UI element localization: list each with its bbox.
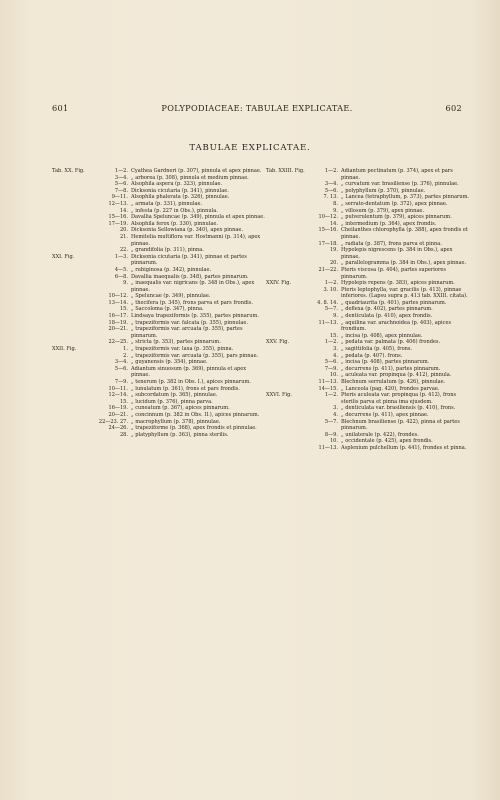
figure-numbers: 13—14. — [108, 299, 128, 306]
plate-entry — [266, 227, 471, 240]
figure-description: „ Lancea (tetraphyllum, p. 373), partes pinnarum. — [341, 194, 470, 201]
figure-description: „ radiata (p. 387), frons parva et pinna. — [341, 240, 442, 247]
left-column — [52, 168, 266, 438]
figure-description: Alsophila ferox (p. 330), pinnulae. — [131, 220, 218, 227]
figure-numbers: 1—2. — [324, 280, 338, 287]
plate-label — [266, 346, 310, 353]
figure-numbers: 7—8. — [114, 187, 128, 194]
plate-entry — [52, 168, 266, 175]
figure-numbers: 3. 10. — [323, 286, 338, 293]
figure-numbers: 11—13. — [318, 444, 338, 451]
figure-description: „ pulverulentum (p. 379), apices pinnarum. — [341, 214, 452, 221]
figure-numbers: 5—6. — [324, 187, 338, 194]
plate-label — [52, 280, 96, 293]
figure-numbers: 5—6. — [324, 359, 338, 366]
plate-label — [52, 313, 96, 320]
figure-numbers: 8. — [333, 200, 338, 207]
plate-label — [266, 313, 310, 320]
plate-label: XXII. Fig. — [52, 346, 77, 353]
figure-numbers: 3—4. — [324, 181, 338, 188]
plate-entry — [52, 267, 266, 274]
figure-description: Pteris aculeata var. propinqua (p. 412), frons sterilis parva et pinna ima ejusdem. — [341, 392, 457, 405]
plate-label: XXV. Fig. — [266, 339, 290, 346]
plate-label — [52, 405, 96, 412]
figure-description: „ lunulatum (p. 361), frons et pars frondis. — [131, 385, 240, 392]
figure-description: „ unilaterale (p. 422), frondes. — [341, 431, 419, 438]
figure-description: Alsophila phalerata (p. 326), pinnulae. — [131, 194, 230, 201]
figure-description: Hemitelia multiflora var. Hostmanni (p. 314), apex pinnae. — [131, 233, 261, 247]
figure-description: „ cuneatum (p. 367), apices pinnarum. — [131, 405, 230, 412]
figure-numbers: 10—12. — [108, 293, 128, 300]
figure-numbers: 7—9. — [114, 379, 128, 385]
plate-label — [52, 221, 96, 228]
figure-description: „ decurrens (p. 411), apex pinnae. — [341, 411, 429, 418]
figure-description: Dicksonia Sellowiana (p. 340), apex pinnae. — [131, 227, 244, 234]
figure-description: „ occidentale (p. 425), apex frondis. — [341, 438, 433, 445]
plate-label — [52, 425, 96, 432]
plate-label — [52, 432, 96, 439]
figure-description: Dicksonia cicutaria (p. 341), pinnae et partes pinnarum. — [131, 253, 247, 267]
figure-numbers: 20. — [119, 227, 128, 234]
figure-numbers: 28. — [119, 431, 128, 438]
plate-entry — [52, 214, 266, 221]
plate-entry — [266, 438, 471, 445]
plate-entry — [266, 287, 471, 300]
figure-numbers: 16—19. — [108, 405, 128, 412]
figure-numbers: 8—9. — [324, 431, 338, 438]
figure-numbers: 15. — [329, 332, 338, 339]
plate-entry — [52, 313, 266, 320]
figure-description: „ denticulata (p. 410), apex frondis. — [341, 313, 433, 320]
figure-numbers: 5—6. — [114, 181, 128, 188]
figure-description: „ villosum (p. 379), apex pinnae. — [341, 207, 425, 214]
plate-label — [266, 445, 310, 452]
plate-label — [266, 412, 310, 419]
figure-description: „ rubiginosa (p. 342), pinnulae. — [131, 266, 212, 273]
plate-entry — [52, 227, 266, 234]
figure-description: Pteris viscosa (p. 404), partes superiores pinnarum. — [341, 266, 446, 280]
figure-description: „ trapeziformis var. laxa (p. 355), pinna. — [131, 346, 234, 353]
figure-description: „ serrato-dentatum (p. 372), apex pinnae. — [341, 200, 448, 207]
figure-numbers: 1—2. — [324, 339, 338, 346]
plate-entry — [52, 234, 266, 247]
figure-numbers: 4. — [333, 352, 338, 359]
plate-label — [266, 379, 310, 386]
plate-label — [52, 353, 96, 360]
figure-numbers: 14—15. — [318, 385, 338, 392]
plate-entry — [266, 214, 471, 221]
figure-description: „ stricta (p. 353), partes pinnarum. — [131, 339, 221, 346]
plate-label — [52, 208, 96, 215]
plate-label — [266, 214, 310, 221]
plate-entry — [266, 359, 471, 366]
plate-entry — [266, 247, 471, 260]
figure-description: „ lucidum (p. 376), pinna parva. — [131, 398, 213, 405]
figure-description: „ pedata (p. 407). frons. — [341, 352, 403, 359]
plate-label — [266, 208, 310, 215]
figure-numbers: 3. — [333, 405, 338, 412]
figure-description: „ trapeziforme (p. 368), apex frondis et pinnulae. — [131, 425, 257, 432]
figure-numbers: 18—19. — [108, 319, 128, 326]
figure-description: „ incisa (p. 408), partes pinnarum. — [341, 359, 430, 366]
figure-numbers: 6—8. — [114, 273, 128, 280]
figure-description: Lindsaya trapeziformis (p. 355), partes pinnarum. — [131, 313, 259, 320]
figure-description: Cyathea Gardneri (p. 307), pinnula et apex pinnae. — [131, 168, 262, 174]
plate-entry — [52, 181, 266, 188]
figure-description: „ Lanceola (pag. 420), frondes parvae. — [341, 385, 440, 392]
plate-label — [266, 366, 310, 373]
figure-description: „ denticulata var. brasiliensis (p. 410), frons. — [341, 405, 456, 412]
plate-label — [52, 194, 96, 201]
figure-numbers: 21. — [119, 233, 128, 240]
figure-description: Cheilanthes chlorophylla (p. 388), apex frondis et pinnae. — [341, 227, 468, 240]
figure-description: „ pedata var. palmata (p. 406) frondes. — [341, 339, 441, 346]
plate-label — [266, 181, 310, 188]
figure-description: „ quadriaurita (p. 401), partes pinnarum. — [341, 299, 447, 306]
figure-description: „ platyphyllum (p. 363), pinna sterilis. — [131, 431, 229, 438]
figure-numbers: 1—2. — [114, 168, 128, 174]
figure-description: Adiantum sinuosum (p. 369), pinnula et apex pinnae. — [131, 365, 247, 379]
figure-description: „ thecifera (p. 345), frons parva et pars frondis. — [131, 299, 253, 306]
running-title: POLYPODIACEAE: TABULAE EXPLICATAE. — [161, 103, 353, 113]
plate-label — [266, 353, 310, 360]
figure-description: „ trapeziformis var. arcuata (p. 355), pars pinnae. — [131, 352, 259, 359]
plate-label — [266, 221, 310, 228]
figure-description: „ curvatum var. brasiliense (p. 376), pinnulae. — [341, 181, 459, 188]
figure-description: Alsophila aspera (p. 323), pinnulae. — [131, 181, 223, 188]
figure-numbers: 22—25. — [108, 339, 128, 346]
plate-label — [266, 300, 310, 307]
figure-numbers: 3—4. — [114, 174, 128, 181]
figure-description: Adiantum pectinatum (p. 374), apex et pars pinnae. — [341, 168, 453, 181]
figure-numbers: 10—12. — [318, 214, 338, 221]
plate-entry — [266, 201, 471, 208]
figure-numbers: 20. — [329, 260, 338, 267]
plate-label — [266, 438, 310, 445]
running-header — [52, 103, 462, 113]
plate-label — [52, 300, 96, 307]
plate-label — [52, 175, 96, 182]
figure-description: „ Saccoloma (p. 347), pinna. — [131, 306, 204, 313]
figure-description: „ guyanensis (p. 354), pinnae. — [131, 359, 208, 366]
figure-numbers: 11—13. — [318, 379, 338, 385]
plate-label — [52, 181, 96, 188]
figure-description: Hypolepis nigrescens (p. 384 in Obs.), apex pinnae. — [341, 247, 453, 260]
plate-entry — [52, 405, 266, 412]
plate-entry — [266, 372, 471, 379]
figure-numbers: 3—4. — [114, 359, 128, 366]
plate-label — [266, 333, 310, 340]
figure-numbers: 20—21. — [108, 326, 128, 333]
figure-description: „ aquilina var. arachnoidea (p. 403), apices frondium. — [341, 319, 452, 333]
plate-label — [52, 326, 96, 339]
plate-label: Tab. XX. Fig. — [52, 168, 85, 174]
plate-entry — [52, 326, 266, 339]
plate-label — [52, 386, 96, 393]
figure-numbers: 15—16. — [108, 214, 128, 221]
figure-description: „ aculeata var. propinqua (p. 412), pinnula. — [341, 372, 452, 379]
figure-description: „ inaequalis var. nigricans (p. 348 in Obs.), apex pinnae. — [131, 280, 255, 293]
plate-entry — [52, 379, 266, 386]
plate-label — [266, 287, 310, 300]
figure-numbers: 14. — [329, 220, 338, 227]
plate-entry — [266, 392, 471, 405]
figure-description: „ macrophyllum (p. 378), pinnulae. — [131, 418, 221, 425]
figure-numbers: 3. — [333, 346, 338, 353]
figure-numbers: 4. — [333, 411, 338, 418]
plate-label — [52, 359, 96, 366]
figure-numbers: 11—13. — [318, 319, 338, 326]
plate-entry — [52, 280, 266, 293]
plate-label — [266, 247, 310, 260]
figure-description: „ sagittifolia (p. 405), frons. — [341, 346, 413, 353]
figure-numbers: 7. 13. — [323, 194, 338, 201]
plate-label — [266, 241, 310, 248]
plate-label — [52, 227, 96, 234]
figure-numbers: 1—2. — [324, 392, 338, 399]
figure-description: Davallia Speluncae (p. 349), pinnula et apex pinnae. — [131, 214, 265, 221]
figure-description: „ deflexa (p. 402), partes pinnarum. — [341, 306, 433, 313]
figure-description: „ concinnum (p. 382 in Obs. II.), apices pinnarum. — [131, 411, 260, 418]
figure-numbers: 15. — [119, 398, 128, 405]
figure-description: „ trapeziformis var. falcata (p. 355), pinnulae. — [131, 319, 248, 326]
plate-label — [52, 320, 96, 327]
plate-entry — [266, 267, 471, 280]
plate-entry — [266, 168, 471, 181]
plate-entry — [266, 346, 471, 353]
figure-description: „ grandifolia (p. 311), pinna. — [131, 247, 204, 254]
figure-numbers: 1—2. — [324, 168, 338, 174]
figure-numbers: 4. 8. 14. — [317, 299, 338, 306]
plate-entry — [52, 346, 266, 353]
plate-label — [52, 234, 96, 247]
figure-description: „ subcordatum (p. 365), pinnulae. — [131, 392, 218, 399]
plate-entry — [52, 425, 266, 432]
plate-label — [52, 201, 96, 208]
plate-label — [52, 419, 96, 426]
plate-label — [52, 274, 96, 281]
plate-label — [266, 306, 310, 313]
figure-description: Asplenium pulchellum (p. 441), frondes et pinna. — [341, 444, 467, 451]
figure-numbers: 16—17. — [108, 313, 128, 320]
plate-label — [52, 379, 96, 386]
figure-numbers: 9. — [123, 280, 128, 287]
figure-description: Blechnum serrulatum (p. 426), pinnulae. — [341, 379, 446, 385]
plate-label — [266, 405, 310, 412]
figure-numbers: 17—18. — [318, 240, 338, 247]
plate-entry — [52, 366, 266, 379]
plate-label — [266, 419, 310, 432]
plate-entry — [266, 419, 471, 432]
plate-entry — [266, 181, 471, 188]
plate-label — [266, 267, 310, 280]
figure-description: „ tenerum (p. 382 in Obs. I.), apices pinnarum. — [131, 379, 251, 385]
plate-label: Tab. XXIII. Fig. — [266, 168, 305, 174]
figure-numbers: 15. — [119, 306, 128, 313]
figure-numbers: 22—23. 27. — [98, 418, 128, 425]
figure-numbers: 1. — [123, 346, 128, 353]
figure-numbers: 10. — [329, 438, 338, 445]
figure-numbers: 1—3. — [114, 253, 128, 260]
left-page-number: 601 — [52, 103, 69, 113]
figure-description: „ infesta (p. 227 in Obs.), pinnula. — [131, 207, 218, 214]
plate-label — [52, 293, 96, 300]
figure-numbers: 5—7. — [324, 418, 338, 425]
plate-entry — [266, 194, 471, 201]
plate-label — [52, 267, 96, 274]
plate-label — [52, 399, 96, 406]
right-page-number: 602 — [445, 103, 462, 113]
plate-label — [52, 339, 96, 346]
figure-description: „ Speluncae (p. 349), pinnulae. — [131, 293, 211, 300]
figure-numbers: 12—13. — [108, 200, 128, 207]
plate-label — [266, 194, 310, 201]
plate-label: XXI. Fig. — [52, 253, 75, 260]
figure-description: „ armata (p. 331), pinnulae. — [131, 200, 203, 207]
figure-description: „ decurrens (p. 411), partes pinnarum. — [341, 365, 441, 372]
figure-description: „ incisa (p. 408), apex pinnulae. — [341, 332, 423, 339]
plate-entry — [52, 194, 266, 201]
figure-numbers: 5—6. — [114, 365, 128, 372]
plate-entry — [266, 412, 471, 419]
figure-numbers: 10—11. — [108, 385, 128, 392]
plate-entry — [52, 247, 266, 254]
figure-description: Hypolepis repens (p. 383), apices pinnarum. — [341, 280, 455, 287]
plate-label — [52, 188, 96, 195]
plate-entry — [52, 293, 266, 300]
figure-description: „ parallelogramma (p. 384 in Obs.), apex pinnae. — [341, 260, 467, 267]
figure-numbers: 19. — [329, 247, 338, 254]
figure-numbers: 12—14. — [108, 392, 128, 399]
figure-numbers: 7—9. — [324, 365, 338, 372]
figure-numbers: 24—26. — [108, 425, 128, 432]
plate-label — [266, 260, 310, 267]
right-column — [266, 168, 471, 452]
plate-label — [266, 320, 310, 333]
plate-entry — [52, 412, 266, 419]
figure-numbers: 9—11. — [111, 194, 128, 201]
figure-numbers: 4—5. — [114, 266, 128, 273]
figure-description: Pteris leptophylla, var. gracilis (p. 413), pinnae inferiores. (Lapsu supra p. 413 tab. XXIII. citata). — [341, 286, 468, 300]
plate-entry — [266, 320, 471, 333]
figure-numbers: 14. — [119, 207, 128, 214]
plate-label — [266, 432, 310, 439]
page-title: TABULAE EXPLICATAE. — [189, 143, 311, 153]
figure-numbers: 5—7. — [324, 306, 338, 313]
figure-description: „ arborea (p. 308), pinnula et medium pinnae. — [131, 174, 249, 181]
figure-description: „ intermedium (p. 364), apex frondis. — [341, 220, 437, 227]
plate-label — [52, 412, 96, 419]
plate-label — [52, 247, 96, 254]
figure-description: Davallia inaequalis (p. 348), partes pinnarum. — [131, 273, 249, 280]
plate-entry — [266, 379, 471, 386]
figure-numbers: 2. — [123, 352, 128, 359]
plate-label — [266, 227, 310, 240]
plate-entry — [266, 280, 471, 287]
figure-description: „ trapeziformis var. arcuata (p. 355), partes pinnarum. — [131, 326, 243, 339]
plate-label — [266, 201, 310, 208]
figure-numbers: 21—22. — [318, 266, 338, 273]
plate-entry — [52, 392, 266, 399]
plate-label — [266, 359, 310, 366]
figure-description: „ polyphyllum (p. 370), pinnulae. — [341, 187, 426, 194]
plate-label — [52, 366, 96, 379]
plate-label: XXVI. Fig. — [266, 392, 292, 399]
figure-numbers: 15—16. — [318, 227, 338, 234]
figure-description: Blechnum brasiliense (p. 422), pinna et partes pinnarum. — [341, 418, 460, 432]
plate-label — [266, 386, 310, 393]
figure-numbers: 22. — [119, 247, 128, 254]
plate-label — [52, 214, 96, 221]
plate-label — [266, 188, 310, 195]
plate-entry — [266, 405, 471, 412]
plate-label — [52, 392, 96, 399]
plate-entry — [52, 432, 266, 439]
figure-numbers: 17—19. — [108, 220, 128, 227]
plate-entry — [52, 201, 266, 208]
plate-label: XXIV. Fig. — [266, 280, 292, 287]
plate-entry — [266, 260, 471, 267]
figure-numbers: 20—21. — [108, 411, 128, 418]
plate-entry — [52, 359, 266, 366]
figure-numbers: 9. — [333, 207, 338, 214]
figure-description: Dicksonia cicutaria (p. 341), pinnulae. — [131, 187, 229, 194]
figure-numbers: 9. — [333, 313, 338, 320]
plate-label — [266, 372, 310, 379]
plate-entry — [266, 313, 471, 320]
figure-numbers: 10. — [329, 372, 338, 379]
plate-entry — [266, 445, 471, 452]
plate-label — [52, 306, 96, 313]
plate-entry — [52, 254, 266, 267]
